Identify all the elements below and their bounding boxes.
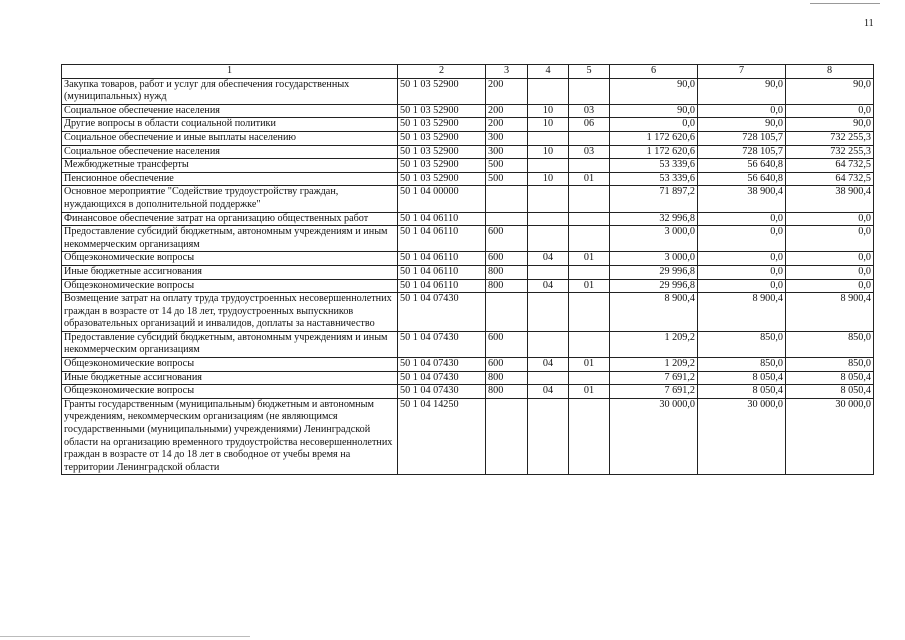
target-article-cell: 50 1 04 07430 xyxy=(398,331,486,357)
section-cell xyxy=(528,265,569,279)
section-cell xyxy=(528,159,569,173)
item-name-cell: Возмещение затрат на оплату труда трудоустроенных несовершеннолетних граждан в возрасте от 14 до 18 лет, трудоустроенных выпускников образовательных организаций и инвалидов, доплаты за наставничество xyxy=(62,293,398,332)
item-name-cell: Общеэкономические вопросы xyxy=(62,252,398,266)
expense-type-cell: 200 xyxy=(486,104,528,118)
item-name-cell: Финансовое обеспечение затрат на организацию общественных работ xyxy=(62,212,398,226)
amount-year1-cell: 7 691,2 xyxy=(610,371,698,385)
subsection-cell xyxy=(569,398,610,475)
amount-year3-cell: 38 900,4 xyxy=(786,186,874,212)
target-article-cell: 50 1 04 06110 xyxy=(398,226,486,252)
section-cell xyxy=(528,212,569,226)
amount-year1-cell: 29 996,8 xyxy=(610,265,698,279)
column-header: 1 xyxy=(62,65,398,79)
expense-type-cell: 800 xyxy=(486,279,528,293)
expense-type-cell: 500 xyxy=(486,159,528,173)
amount-year1-cell: 90,0 xyxy=(610,78,698,104)
subsection-cell xyxy=(569,371,610,385)
amount-year3-cell: 64 732,5 xyxy=(786,159,874,173)
item-name-cell: Закупка товаров, работ и услуг для обеспечения государственных (муниципальных) нужд xyxy=(62,78,398,104)
subsection-cell xyxy=(569,159,610,173)
item-name-cell: Другие вопросы в области социальной политики xyxy=(62,118,398,132)
subsection-cell: 01 xyxy=(569,252,610,266)
amount-year1-cell: 7 691,2 xyxy=(610,385,698,399)
amount-year2-cell: 8 050,4 xyxy=(698,385,786,399)
target-article-cell: 50 1 03 52900 xyxy=(398,145,486,159)
column-header: 8 xyxy=(786,65,874,79)
expense-type-cell: 500 xyxy=(486,172,528,186)
section-cell xyxy=(528,131,569,145)
column-header: 4 xyxy=(528,65,569,79)
amount-year2-cell: 90,0 xyxy=(698,78,786,104)
target-article-cell: 50 1 03 52900 xyxy=(398,118,486,132)
amount-year1-cell: 53 339,6 xyxy=(610,159,698,173)
section-cell: 10 xyxy=(528,145,569,159)
amount-year3-cell: 90,0 xyxy=(786,118,874,132)
subsection-cell: 03 xyxy=(569,145,610,159)
amount-year1-cell: 0,0 xyxy=(610,118,698,132)
table-row xyxy=(62,265,874,279)
amount-year3-cell: 0,0 xyxy=(786,104,874,118)
section-cell xyxy=(528,186,569,212)
amount-year1-cell: 3 000,0 xyxy=(610,226,698,252)
amount-year3-cell: 0,0 xyxy=(786,226,874,252)
target-article-cell: 50 1 04 07430 xyxy=(398,293,486,332)
scan-edge-mark xyxy=(810,3,880,4)
amount-year3-cell: 90,0 xyxy=(786,78,874,104)
amount-year1-cell: 1 209,2 xyxy=(610,358,698,372)
subsection-cell: 06 xyxy=(569,118,610,132)
table-row xyxy=(62,172,874,186)
section-cell: 10 xyxy=(528,104,569,118)
column-header: 3 xyxy=(486,65,528,79)
table-row xyxy=(62,226,874,252)
amount-year1-cell: 1 172 620,6 xyxy=(610,145,698,159)
subsection-cell xyxy=(569,331,610,357)
table-row xyxy=(62,212,874,226)
target-article-cell: 50 1 04 00000 xyxy=(398,186,486,212)
expense-type-cell xyxy=(486,212,528,226)
item-name-cell: Социальное обеспечение населения xyxy=(62,104,398,118)
amount-year3-cell: 64 732,5 xyxy=(786,172,874,186)
amount-year1-cell: 53 339,6 xyxy=(610,172,698,186)
section-cell: 10 xyxy=(528,172,569,186)
amount-year3-cell: 0,0 xyxy=(786,279,874,293)
expense-type-cell xyxy=(486,186,528,212)
subsection-cell: 01 xyxy=(569,358,610,372)
amount-year1-cell: 8 900,4 xyxy=(610,293,698,332)
amount-year2-cell: 850,0 xyxy=(698,331,786,357)
budget-table xyxy=(61,64,874,475)
section-cell xyxy=(528,331,569,357)
amount-year2-cell: 728 105,7 xyxy=(698,145,786,159)
amount-year2-cell: 8 050,4 xyxy=(698,371,786,385)
section-cell: 04 xyxy=(528,279,569,293)
amount-year1-cell: 71 897,2 xyxy=(610,186,698,212)
table-row xyxy=(62,371,874,385)
table-row xyxy=(62,104,874,118)
target-article-cell: 50 1 04 07430 xyxy=(398,371,486,385)
item-name-cell: Социальное обеспечение населения xyxy=(62,145,398,159)
amount-year3-cell: 850,0 xyxy=(786,331,874,357)
subsection-cell xyxy=(569,226,610,252)
column-header: 7 xyxy=(698,65,786,79)
column-header: 2 xyxy=(398,65,486,79)
scan-edge-mark xyxy=(0,636,250,637)
expense-type-cell: 600 xyxy=(486,252,528,266)
amount-year3-cell: 8 900,4 xyxy=(786,293,874,332)
item-name-cell: Общеэкономические вопросы xyxy=(62,358,398,372)
table-row xyxy=(62,279,874,293)
expense-type-cell: 800 xyxy=(486,265,528,279)
amount-year2-cell: 30 000,0 xyxy=(698,398,786,475)
amount-year1-cell: 1 172 620,6 xyxy=(610,131,698,145)
table-header-row xyxy=(62,65,874,79)
target-article-cell: 50 1 04 14250 xyxy=(398,398,486,475)
amount-year3-cell: 30 000,0 xyxy=(786,398,874,475)
amount-year2-cell: 0,0 xyxy=(698,212,786,226)
amount-year3-cell: 0,0 xyxy=(786,265,874,279)
amount-year2-cell: 56 640,8 xyxy=(698,172,786,186)
item-name-cell: Предоставление субсидий бюджетным, автономным учреждениям и иным некоммерческим организациям xyxy=(62,226,398,252)
table-row xyxy=(62,385,874,399)
amount-year3-cell: 8 050,4 xyxy=(786,371,874,385)
amount-year3-cell: 732 255,3 xyxy=(786,145,874,159)
amount-year2-cell: 90,0 xyxy=(698,118,786,132)
subsection-cell: 01 xyxy=(569,279,610,293)
target-article-cell: 50 1 03 52900 xyxy=(398,104,486,118)
section-cell: 04 xyxy=(528,358,569,372)
amount-year2-cell: 0,0 xyxy=(698,226,786,252)
amount-year3-cell: 850,0 xyxy=(786,358,874,372)
target-article-cell: 50 1 04 06110 xyxy=(398,279,486,293)
item-name-cell: Общеэкономические вопросы xyxy=(62,279,398,293)
amount-year2-cell: 850,0 xyxy=(698,358,786,372)
target-article-cell: 50 1 03 52900 xyxy=(398,131,486,145)
amount-year1-cell: 32 996,8 xyxy=(610,212,698,226)
subsection-cell xyxy=(569,186,610,212)
table-row xyxy=(62,358,874,372)
amount-year2-cell: 38 900,4 xyxy=(698,186,786,212)
amount-year2-cell: 8 900,4 xyxy=(698,293,786,332)
table-row xyxy=(62,118,874,132)
amount-year3-cell: 0,0 xyxy=(786,252,874,266)
table-row xyxy=(62,398,874,475)
table-row xyxy=(62,186,874,212)
section-cell xyxy=(528,398,569,475)
subsection-cell xyxy=(569,265,610,279)
item-name-cell: Иные бюджетные ассигнования xyxy=(62,265,398,279)
table-row xyxy=(62,78,874,104)
expense-type-cell: 300 xyxy=(486,131,528,145)
expense-type-cell xyxy=(486,398,528,475)
subsection-cell xyxy=(569,212,610,226)
expense-type-cell xyxy=(486,293,528,332)
item-name-cell: Социальное обеспечение и иные выплаты населению xyxy=(62,131,398,145)
table-row xyxy=(62,159,874,173)
target-article-cell: 50 1 04 06110 xyxy=(398,265,486,279)
column-header: 5 xyxy=(569,65,610,79)
expense-type-cell: 600 xyxy=(486,331,528,357)
subsection-cell: 01 xyxy=(569,385,610,399)
amount-year2-cell: 0,0 xyxy=(698,265,786,279)
page-number: 11 xyxy=(864,18,874,29)
subsection-cell: 03 xyxy=(569,104,610,118)
amount-year2-cell: 728 105,7 xyxy=(698,131,786,145)
target-article-cell: 50 1 04 06110 xyxy=(398,252,486,266)
table-row xyxy=(62,331,874,357)
target-article-cell: 50 1 04 06110 xyxy=(398,212,486,226)
subsection-cell: 01 xyxy=(569,172,610,186)
item-name-cell: Пенсионное обеспечение xyxy=(62,172,398,186)
amount-year3-cell: 732 255,3 xyxy=(786,131,874,145)
subsection-cell xyxy=(569,78,610,104)
expense-type-cell: 200 xyxy=(486,118,528,132)
amount-year2-cell: 0,0 xyxy=(698,104,786,118)
subsection-cell xyxy=(569,293,610,332)
target-article-cell: 50 1 03 52900 xyxy=(398,159,486,173)
expense-type-cell: 600 xyxy=(486,358,528,372)
target-article-cell: 50 1 03 52900 xyxy=(398,172,486,186)
target-article-cell: 50 1 04 07430 xyxy=(398,358,486,372)
amount-year1-cell: 30 000,0 xyxy=(610,398,698,475)
amount-year1-cell: 1 209,2 xyxy=(610,331,698,357)
table-row xyxy=(62,293,874,332)
item-name-cell: Гранты государственным (муниципальным) бюджетным и автономным учреждениям, некоммерческим организациям (не являющимся государственными (муниципальными) учреждениями) Ленинградской области на организацию временного трудоустройства несовершеннолетних граждан в возрасте от 14 до 18 лет в свободное от учебы время на территории Ленинградской области xyxy=(62,398,398,475)
amount-year3-cell: 0,0 xyxy=(786,212,874,226)
amount-year1-cell: 3 000,0 xyxy=(610,252,698,266)
table-row xyxy=(62,252,874,266)
item-name-cell: Межбюджетные трансферты xyxy=(62,159,398,173)
section-cell xyxy=(528,371,569,385)
section-cell: 04 xyxy=(528,252,569,266)
section-cell: 10 xyxy=(528,118,569,132)
section-cell xyxy=(528,226,569,252)
expense-type-cell: 600 xyxy=(486,226,528,252)
section-cell xyxy=(528,293,569,332)
amount-year1-cell: 90,0 xyxy=(610,104,698,118)
expense-type-cell: 200 xyxy=(486,78,528,104)
amount-year2-cell: 0,0 xyxy=(698,279,786,293)
table-row xyxy=(62,131,874,145)
table-row xyxy=(62,145,874,159)
item-name-cell: Основное мероприятие "Содействие трудоустройству граждан, нуждающихся в дополнительной поддержке" xyxy=(62,186,398,212)
item-name-cell: Предоставление субсидий бюджетным, автономным учреждениям и иным некоммерческим организациям xyxy=(62,331,398,357)
item-name-cell: Общеэкономические вопросы xyxy=(62,385,398,399)
amount-year2-cell: 56 640,8 xyxy=(698,159,786,173)
target-article-cell: 50 1 03 52900 xyxy=(398,78,486,104)
amount-year2-cell: 0,0 xyxy=(698,252,786,266)
expense-type-cell: 800 xyxy=(486,385,528,399)
target-article-cell: 50 1 04 07430 xyxy=(398,385,486,399)
expense-type-cell: 300 xyxy=(486,145,528,159)
table-body xyxy=(62,78,874,475)
column-header: 6 xyxy=(610,65,698,79)
subsection-cell xyxy=(569,131,610,145)
section-cell xyxy=(528,78,569,104)
expense-type-cell: 800 xyxy=(486,371,528,385)
amount-year3-cell: 8 050,4 xyxy=(786,385,874,399)
section-cell: 04 xyxy=(528,385,569,399)
amount-year1-cell: 29 996,8 xyxy=(610,279,698,293)
item-name-cell: Иные бюджетные ассигнования xyxy=(62,371,398,385)
